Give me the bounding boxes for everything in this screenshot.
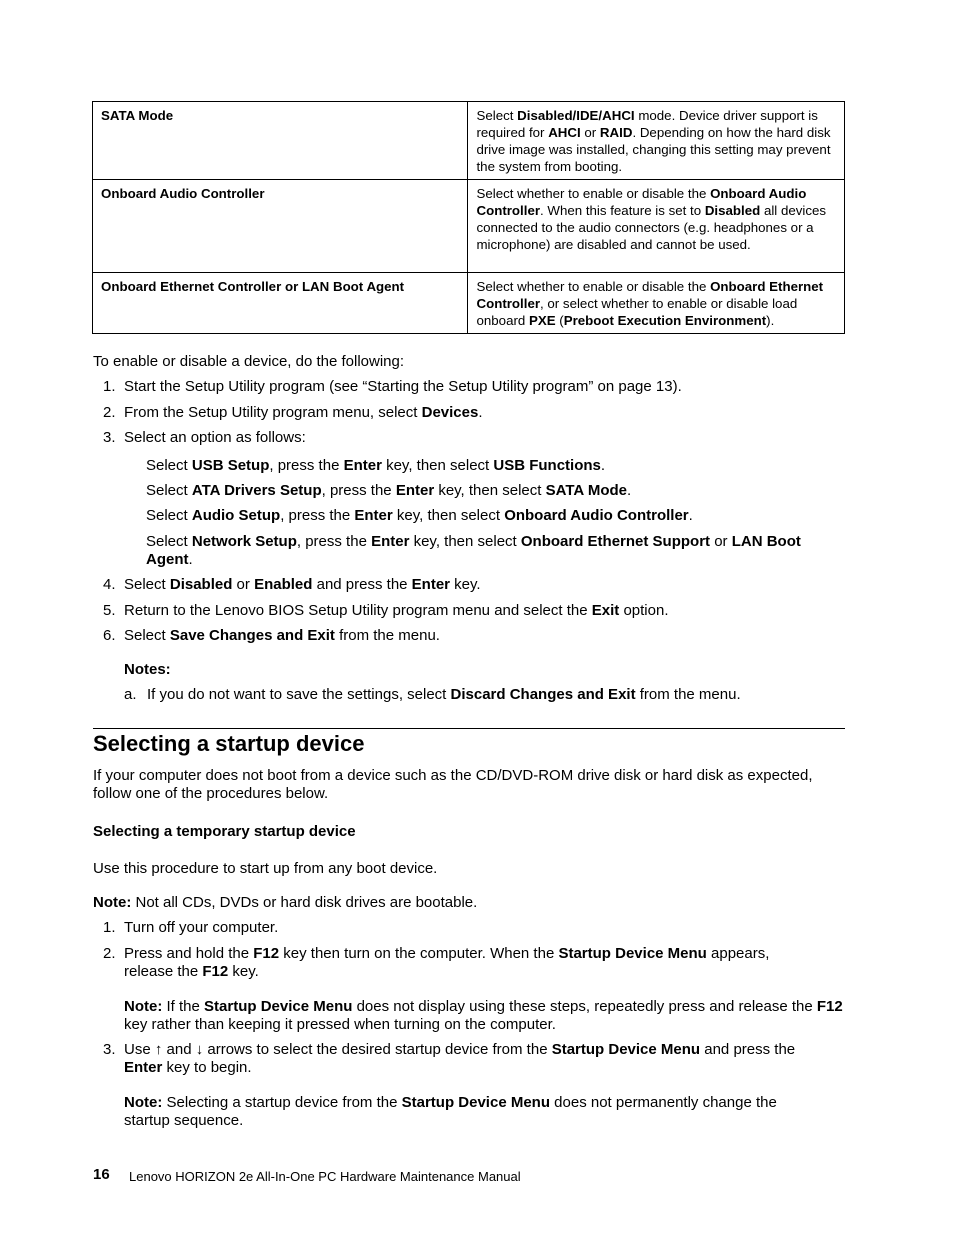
step-note: Note: If the Startup Device Menu does not display using these steps, repeatedly press and release the F12 key rather than keeping it pressed when turning on the computer. bbox=[124, 998, 843, 1033]
table-row bbox=[93, 273, 845, 334]
section-divider bbox=[93, 728, 845, 729]
setting-name: Onboard Ethernet Controller or LAN Boot Agent bbox=[93, 273, 468, 334]
notes-label: Notes: bbox=[124, 661, 171, 678]
option-text: Select Network Setup, press the Enter key, then select Onboard Ethernet Support or LAN Boot Agent. bbox=[146, 533, 801, 568]
table-row bbox=[93, 180, 845, 273]
step-number: 1. bbox=[103, 919, 116, 936]
setting-description: Select whether to enable or disable the Onboard Audio Controller. When this feature is set to Disabled all devices connected to the audio connectors (e.g. headphones or a microphone) are disabled and cannot be used. bbox=[468, 180, 845, 273]
step-note: Note: Selecting a startup device from the Startup Device Menu does not permanently change the startup sequence. bbox=[124, 1094, 777, 1129]
footer-title: Lenovo HORIZON 2e All-In-One PC Hardware Maintenance Manual bbox=[129, 1169, 521, 1184]
step-text: Select Disabled or Enabled and press the Enter key. bbox=[124, 576, 481, 593]
note-text: If you do not want to save the settings, select Discard Changes and Exit from the menu. bbox=[147, 686, 741, 703]
option-text: Select Audio Setup, press the Enter key, then select Onboard Audio Controller. bbox=[146, 507, 693, 524]
step-number: 4. bbox=[103, 576, 116, 593]
step-number: 3. bbox=[103, 429, 116, 446]
setting-description: Select whether to enable or disable the Onboard Ethernet Controller, or select whether to enable or disable load onboard PXE (Preboot Execution Environment). bbox=[468, 273, 845, 334]
step-text: Select an option as follows: bbox=[124, 429, 306, 446]
subsection-title: Selecting a temporary startup device bbox=[93, 823, 356, 840]
procedure-intro: Use this procedure to start up from any boot device. bbox=[93, 860, 438, 877]
step-text: Select Save Changes and Exit from the menu. bbox=[124, 627, 440, 644]
procedure-intro: To enable or disable a device, do the following: bbox=[93, 353, 405, 370]
option-text: Select ATA Drivers Setup, press the Enter key, then select SATA Mode. bbox=[146, 482, 632, 499]
step-number: 6. bbox=[103, 627, 116, 644]
note-letter: a. bbox=[124, 686, 137, 703]
setting-name: Onboard Audio Controller bbox=[93, 180, 468, 273]
step-text: Turn off your computer. bbox=[124, 919, 279, 936]
page-number: 16 bbox=[93, 1166, 110, 1183]
note: Note: Not all CDs, DVDs or hard disk drives are bootable. bbox=[93, 894, 478, 911]
section-intro: If your computer does not boot from a device such as the CD/DVD-ROM drive disk or hard disk as expected, follow one of the procedures below. bbox=[93, 767, 813, 802]
step-number: 2. bbox=[103, 945, 116, 962]
step-text: Press and hold the F12 key then turn on the computer. When the Startup Device Menu appears, release the F12 key. bbox=[124, 945, 770, 980]
step-number: 2. bbox=[103, 404, 116, 421]
option-text: Select USB Setup, press the Enter key, then select USB Functions. bbox=[146, 457, 606, 474]
step-text: Return to the Lenovo BIOS Setup Utility program menu and select the Exit option. bbox=[124, 602, 669, 619]
step-text: Use ↑ and ↓ arrows to select the desired startup device from the Startup Device Menu and press the Enter key to begin. bbox=[124, 1041, 796, 1076]
step-number: 5. bbox=[103, 602, 116, 619]
step-number: 3. bbox=[103, 1041, 116, 1058]
section-title: Selecting a startup device bbox=[93, 731, 365, 756]
step-text: From the Setup Utility program menu, select Devices. bbox=[124, 404, 483, 421]
table-row bbox=[93, 102, 845, 180]
step-text: Start the Setup Utility program (see “Starting the Setup Utility program” on page 13). bbox=[124, 378, 682, 395]
settings-table bbox=[92, 101, 845, 334]
step-number: 1. bbox=[103, 378, 116, 395]
setting-name: SATA Mode bbox=[93, 102, 468, 180]
setting-description: Select Disabled/IDE/AHCI mode. Device driver support is required for AHCI or RAID. Depending on how the hard disk drive image was installed, changing this setting may prevent the system from booting. bbox=[468, 102, 845, 180]
